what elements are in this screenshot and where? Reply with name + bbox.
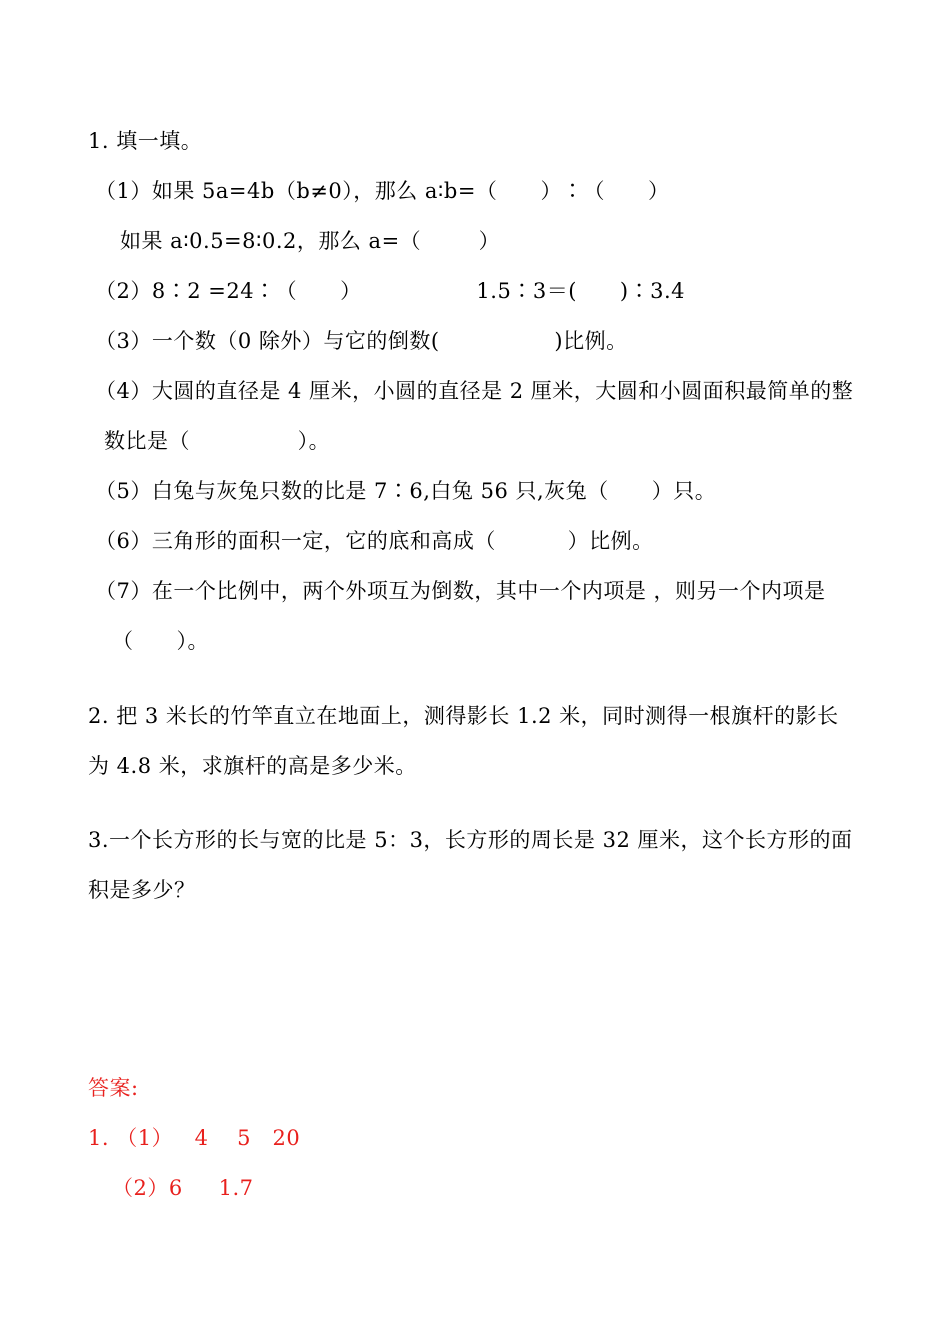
answers-line-1: 1. （1） 4 5 20	[88, 1126, 301, 1150]
q1-item-3: （3）一个数（0 除外）与它的倒数( )比例。	[95, 329, 628, 353]
q1-item-6: （6）三角形的面积一定，它的底和高成（ ）比例。	[95, 529, 654, 553]
q3-line-2: 积是多少？	[88, 878, 196, 902]
q1-heading: 1. 填一填。	[88, 129, 203, 153]
q1-item-4b: 数比是（ ）。	[104, 429, 331, 453]
q2-line-1: 2. 把 3 米长的竹竿直立在地面上，测得影长 1.2 米，同时测得一根旗杆的影长	[88, 704, 839, 728]
q2-line-2: 为 4.8 米，求旗杆的高是多少米。	[88, 754, 417, 778]
answers-line-2: （2）6 1.7	[112, 1176, 254, 1200]
q1-item-2: （2）8∶2 =24∶（ ） 1.5∶3＝( )∶3.4	[95, 279, 686, 303]
answers-title: 答案:	[88, 1076, 139, 1100]
q1-item-7b: （ ）。	[112, 629, 210, 653]
q1-item-4: （4）大圆的直径是 4 厘米，小圆的直径是 2 厘米，大圆和小圆面积最简单的整	[95, 379, 854, 403]
q1-item-7: （7）在一个比例中，两个外项互为倒数，其中一个内项是 ，则另一个内项是	[95, 579, 826, 603]
q1-item-5: （5）白兔与灰兔只数的比是 7∶6,白兔 56 只,灰兔（ ）只。	[95, 479, 717, 503]
q3-line-1: 3.一个长方形的长与宽的比是 5：3，长方形的周长是 32 厘米，这个长方形的面	[88, 828, 853, 852]
q1-item-1: （1）如果 5a=4b（b≠0），那么 a∶b=（ ）∶（ ）	[95, 179, 670, 203]
q1-item-1b: 如果 a∶0.5=8∶0.2，那么 a=（ ）	[120, 229, 501, 253]
